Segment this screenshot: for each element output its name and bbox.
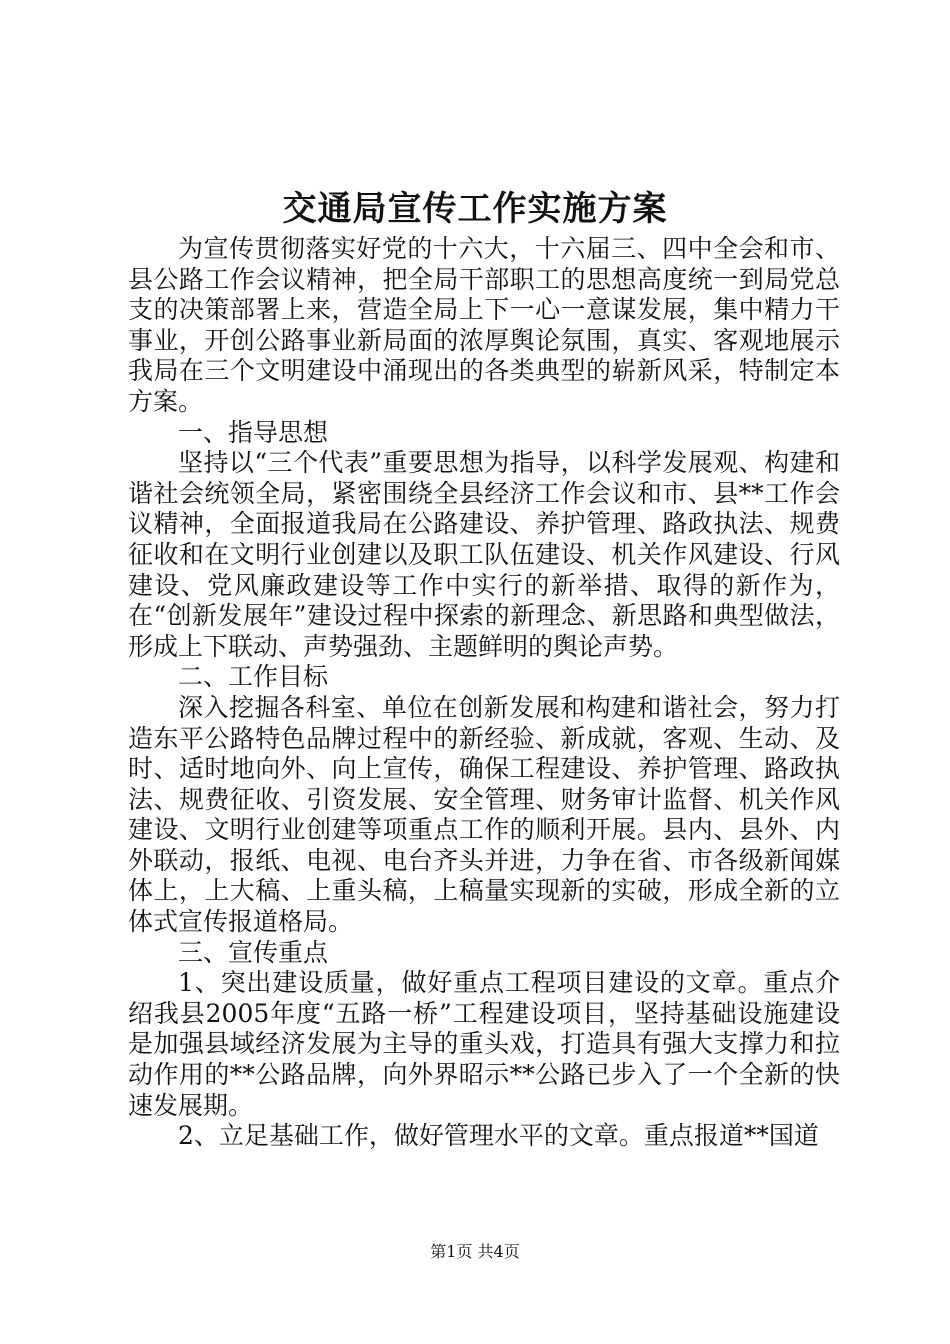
publicity-focus-item-2: 2、立足基础工作，做好管理水平的文章。重点报道**国道	[178, 1121, 819, 1151]
guiding-thought-paragraph: 坚持以“三个代表”重要思想为指导，以科学发展观、构建和谐社会统领全局，紧密围绕全县经济工作会议和市、县**工作会议精神，全面报道我局在公路建设、养护管理、路政执法、规费征收和在文明行业创建以及职工队伍建设、机关作风建设、行风建设、党风廉政建设等工作中实行的新举措、取得的新作为，在“创新发展年”建设过程中探索的新理念、新思路和典型做法，形成上下联动、声势强劲、主题鲜明的舆论声势。	[128, 448, 840, 661]
section-heading-guiding-thought: 一、指导思想	[178, 417, 329, 447]
document-body	[128, 234, 840, 1152]
work-goals-paragraph: 深入挖掘各科室、单位在创新发展和构建和谐社会，努力打造东平公路特色品牌过程中的新经验、新成就，客观、生动、及时、适时地向外、向上宣传，确保工程建设、养护管理、路政执法、规费征收、引资发展、安全管理、财务审计监督、机关作风建设、文明行业创建等项重点工作的顺利开展。县内、县外、内外联动，报纸、电视、电台齐头并进，力争在省、市各级新闻媒体上，上大稿、上重头稿，上稿量实现新的实破，形成全新的立体式宣传报道格局。	[128, 692, 840, 937]
publicity-focus-item-1: 1、突出建设质量，做好重点工程项目建设的文章。重点介绍我县2005年度“五路一桥”工程建设项目，坚持基础设施建设是加强县域经济发展为主导的重头戏，打造具有强大支撑力和拉动作用的**公路品牌，向外界昭示**公路已步入了一个全新的快速发展期。	[128, 968, 840, 1120]
section-heading-work-goals: 二、工作目标	[178, 662, 329, 692]
document-title: 交通局宣传工作实施方案	[282, 189, 668, 229]
intro-paragraph: 为宣传贯彻落实好党的十六大，十六届三、四中全会和市、县公路工作会议精神，把全局干部职工的思想高度统一到局党总支的决策部署上来，营造全局上下一心一意谋发展，集中精力干事业，开创公路事业新局面的浓厚舆论氛围，真实、客观地展示我局在三个文明建设中涌现出的各类典型的崭新风采，特制定本方案。	[128, 234, 840, 416]
page-footer: 第1页 共4页	[430, 1242, 520, 1261]
section-heading-publicity-focus: 三、宣传重点	[178, 937, 329, 967]
